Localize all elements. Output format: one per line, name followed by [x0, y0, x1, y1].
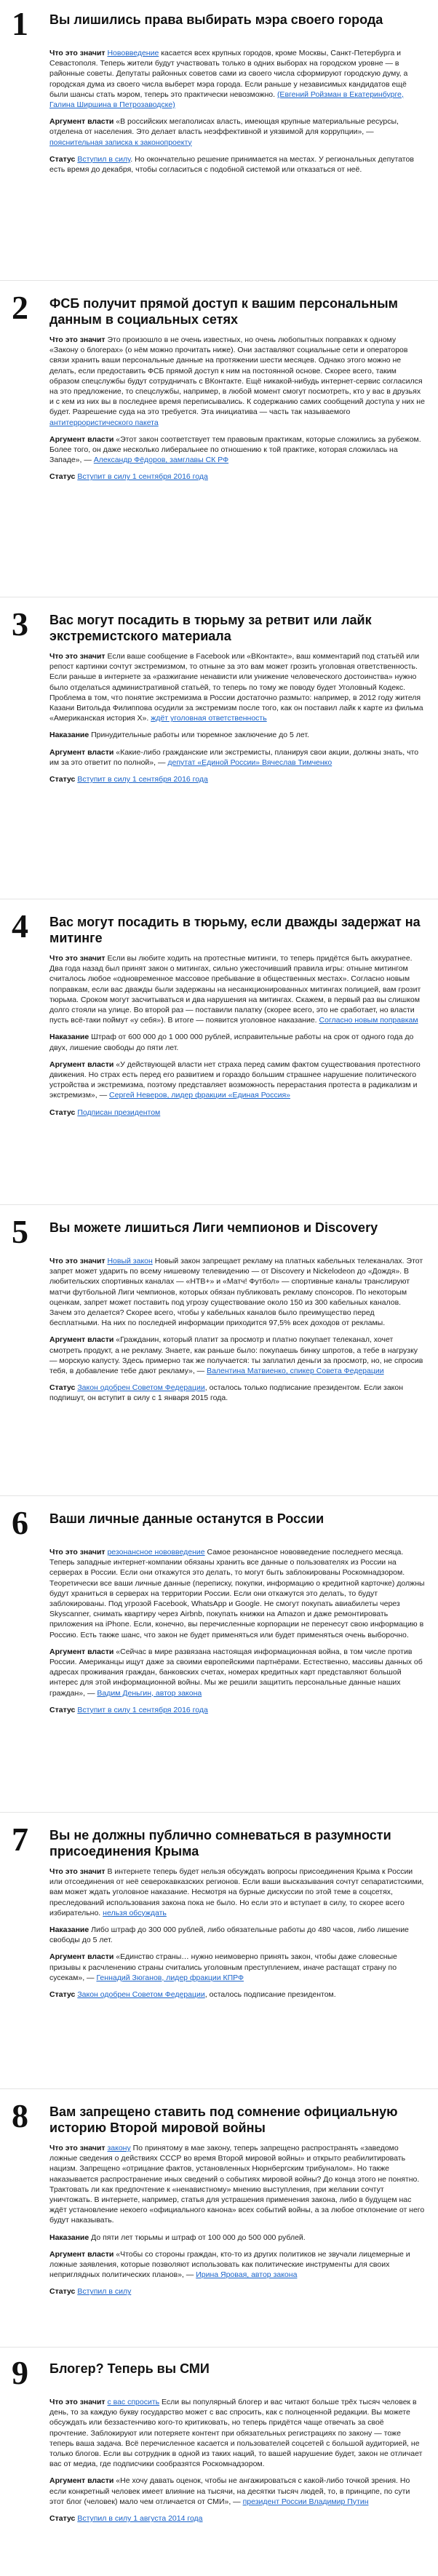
status-label: Статус — [49, 775, 76, 784]
section-number: 6 — [12, 1504, 28, 1541]
argument-text: «Гражданин, который платит за просмотр и платно покупает телеканал, хочет смотреть продукт, а не рекламу. Знаете, как раньше было: покупаешь бинку шпротов, а тебе в нагрузку — морскую капусту. Здесь примерно так же получается: ты заплатил деньги за просмотр, но, не спросив тебя, в добавление тебе дают рекламу», — — [49, 1335, 423, 1376]
status-link[interactable]: Закон одобрен Советом Федерации — [77, 1383, 205, 1393]
status-label: Статус — [49, 2514, 76, 2524]
section-7 — [0, 1823, 438, 2006]
penalty-paragraph — [49, 1925, 425, 1945]
section-9 — [0, 2356, 438, 2530]
section-8 — [0, 2099, 438, 2304]
status-text: , осталось только подписание президентом. Если закон подпишут, он вступит в силу с 1 января 2015 года. — [49, 1383, 404, 1403]
status-link[interactable]: Вступит в силу 1 сентября 2016 года — [77, 472, 208, 482]
argument-text: «У действующей власти нет страха перед самим фактом существования протестного движения. Но страх есть перед его развитием и гораздо большим страшнее нарушение политического устройства и экстремизма, поэтому представляет возможность перерастания протеста в радикализм и экстремизм», — — [49, 1060, 421, 1100]
status-label: Статус — [49, 472, 76, 482]
argument-label: Аргумент власти — [49, 434, 114, 444]
section-4 — [0, 907, 438, 1124]
status-paragraph — [49, 774, 425, 784]
section-title: Вы можете лишиться Лиги чемпионов и Discovery — [49, 1220, 378, 1235]
what-text: Самое резонансное нововведение последнего месяца. Теперь западные интернет-компании обязаны хранить все данные о пользователях из России на серверах в России. Если они откажутся это делать, то могут быть заблокированы Роскомнадзором. Теоретически все ваши личные данные (переписку, покупки, информацию о кредитной карточке) должны будут храниться в серверах на территории России. Если они откажутся это делать, то будут заблокированы. Под угрозой Facebook, WhatsApp и Google. Не смогут покупать авиабилеты через Skyscanner, снимать квартиру через Airbnb, покупать книжки на Amazon и даже ремонтировать приложения на iPhone. Если, конечно, вы перечисленные корпорации не перенесут свою информацию в Россию. Есть также шанс, что закон не будет применяться или будет применяться очень выборочно. — [49, 1548, 425, 1639]
argument-paragraph — [49, 2476, 425, 2507]
divider — [0, 2347, 438, 2348]
argument-label: Аргумент власти — [49, 2476, 114, 2486]
section-title: Вас могут посадить в тюрьму за ретвит или лайк экстремистского материала — [49, 613, 372, 643]
status-paragraph — [49, 2286, 425, 2297]
argument-text: «Чтобы со стороны граждан, кто-то из других политиков не звучали лицемерные и ложные заявления, которые позволяют использовать как политические инструменты для своих неприглядных политических планов», — — [49, 2249, 410, 2280]
what-link[interactable]: ждёт уголовная ответственность — [151, 714, 267, 723]
status-paragraph — [49, 472, 425, 482]
what-paragraph — [49, 2143, 425, 2226]
argument-label: Аргумент власти — [49, 1647, 114, 1656]
what-label: Что это значит — [49, 49, 105, 57]
section-title: Вы лишились права выбирать мэра своего города — [49, 12, 383, 27]
what-paragraph — [49, 953, 425, 1025]
what-label: Что это значит — [49, 2144, 105, 2152]
section-number: 8 — [12, 2097, 28, 2134]
argument-paragraph — [49, 1952, 425, 1983]
status-link[interactable]: Подписан президентом — [77, 1108, 161, 1117]
what-label: Что это значит — [49, 2398, 105, 2406]
divider — [0, 2088, 438, 2089]
section-title: Вас могут посадить в тюрьму, если дважды задержат на митинге — [49, 915, 421, 945]
status-link[interactable]: Вступит в силу 1 сентября 2016 года — [77, 775, 208, 784]
section-number: 5 — [12, 1213, 28, 1250]
what-paragraph — [49, 1256, 425, 1328]
penalty-label: Наказание — [49, 2233, 89, 2242]
argument-paragraph — [49, 116, 425, 148]
what-paragraph — [49, 1547, 425, 1640]
section-1 — [0, 7, 438, 181]
divider — [0, 1812, 438, 1813]
what-link[interactable]: закону — [107, 2144, 131, 2152]
what-paragraph — [49, 48, 425, 110]
penalty-text: Принудительные работы или тюремное заключение до 5 лет. — [91, 731, 309, 740]
what-text: касается всех крупных городов, кроме Москвы, Санкт-Петербурга и Севастополя. Теперь жители будут участвовать только в одних выборах на городском уровне — в районные советы. Депутаты районных советов сами из своего числа сформируют городскую думу, а городская дума из своего числа выберет мэра города. Если раньше у независимых кандидатов ещё были шансы стать мэром, теперь это практически невозможно. — [49, 49, 408, 99]
section-6 — [0, 1506, 438, 1722]
what-label: Что это значит — [49, 335, 105, 344]
status-text: , осталось подписание президентом. — [204, 1990, 336, 2000]
argument-paragraph — [49, 2249, 425, 2281]
what-link[interactable]: нельзя обсуждать — [103, 1908, 167, 1917]
argument-source-link[interactable]: Сергей Неверов, лидер фракции «Единая Россия» — [109, 1091, 290, 1100]
argument-label: Аргумент власти — [49, 117, 114, 127]
what-label: Что это значит — [49, 652, 105, 661]
status-label: Статус — [49, 1705, 76, 1714]
status-link[interactable]: Закон одобрен Советом Федерации — [77, 1990, 205, 2000]
status-label: Статус — [49, 2287, 76, 2297]
what-text: В интернете теперь будет нельзя обсуждать вопросы присоединения Крыма к России или отсоединения от неё северокавказских регионов. Если ваши высказывания сочтут сепаратистскими, вам может ждать уголовное наказание. Несмотря на бурные дискуссии по этой теме в соцсетях, преследований использования закона пока не было. Но если это и вступает в силу, то скорее всего избирательно. — [49, 1867, 424, 1917]
argument-source-link[interactable]: президент России Владимир Путин — [242, 2497, 369, 2506]
status-label: Статус — [49, 1383, 76, 1393]
argument-source-link[interactable]: Ирина Яровая, автор закона — [196, 2270, 298, 2280]
what-link[interactable]: Согласно новым поправкам — [319, 1016, 418, 1025]
argument-source-link[interactable]: Валентина Матвиенко, спикер Совета Федерации — [207, 1367, 384, 1376]
argument-label: Аргумент власти — [49, 2249, 114, 2259]
argument-paragraph — [49, 1060, 425, 1101]
what-link[interactable]: антитеррористического пакета — [49, 418, 159, 427]
what-link[interactable]: Новый закон — [107, 1257, 153, 1265]
status-paragraph — [49, 2513, 425, 2524]
section-2 — [0, 291, 438, 489]
what-label: Что это значит — [49, 954, 105, 963]
what-label: Что это значит — [49, 1548, 105, 1557]
argument-source-link[interactable]: пояснительная записка к законопроекту — [49, 138, 192, 147]
section-title: Вы не должны публично сомневаться в разумности присоединения Крыма — [49, 1828, 391, 1859]
argument-paragraph — [49, 747, 425, 768]
penalty-text: Штраф от 600 000 до 1 000 000 рублей, исправительные работы на срок от одного года до двух, лишение свободы до пяти лет. — [49, 1033, 414, 1052]
what-text: Если вы популярный блогер и вас читают больше трёх тысяч человек в день, то за каждую букву государство может с вас спросить, как с полноценной редакции. Вы можете обсуждать или беззастенчиво кого-то критиковать, но теперь придётся чаще отвечать за своё прочтение. Заблокируют или потеряете контент при обязательных регистрациях по закону — тоже теперь ваша задача. Всё перечисленное касается и пользователей соцсетей с большой аудиторией, не только блогов. Если вы сотрудник в одной из таких наций, то вашей нарушение будет, закон не отличает вас от медиа, где подписчики сообразятся Роскомнадзором. — [49, 2398, 423, 2469]
section-title: Вам запрещено ставить под сомнение официальную историю Второй мировой войны — [49, 2104, 398, 2135]
argument-text: «Единство страны… нужно неимоверно принять закон, чтобы даже словесные призывы к расчленению страны считались уголовным преступлением, иначе растащат страну по сусекам», — — [49, 1952, 397, 1982]
penalty-label: Наказание — [49, 1925, 89, 1935]
argument-source-link[interactable]: депутат «Единой России» Вячеслав Тимченко — [167, 758, 333, 767]
argument-label: Аргумент власти — [49, 1335, 114, 1345]
section-number: 9 — [12, 2354, 28, 2391]
argument-text: «Этот закон соответствует тем правовым практикам, которые сложились за рубежом. Более того, он даже несколько либеральнее по отношению к той практике, которая сложилась на Западе», — — [49, 434, 421, 465]
what-link[interactable]: Нововведение — [107, 49, 159, 57]
status-text: . Но окончательно решение принимается на местах. У региональных депутатов есть время до декабря, чтобы согласиться с подобной системой или отказаться от неё. — [49, 154, 414, 175]
argument-paragraph — [49, 434, 425, 466]
what-link-examples[interactable]: (Евгений Ройзман в Екатеринбурге, Галина Ширшина в Петрозаводске) — [49, 90, 404, 110]
argument-text: «Не хочу давать оценок, чтобы не ангажироваться с какой-либо точкой зрения. Но если конкретный человек имеет влияние на тысячи, на десятки тысяч людей, то, в принципе, по сути этот блог (человек) мало чем отличается от СМИ», — — [49, 2476, 410, 2506]
status-link[interactable]: Вступит в силу 1 сентября 2016 года — [77, 1705, 208, 1714]
what-text: По принятому в мае закону, теперь запрещено распространять «заведомо ложные сведения о действиях СССР во время Второй мировой войны» и открыто реабилитировать нацизм. Запрещено «отрицание фактов, установленных Нюрнбергским трибуналом». Но также наказывается распространение иных сведений о событиях мировой войны? До конца этого не понятно. Трактовать ли как предпочтение к «ненавистному» мнению выступления, при желании сочтут уничтожать. В интернете, например, статья для устрашения применения закона, либо в будущем нас ждёт установление некоего «официального канона» всех событий войны, а за любое отклонение от него будут наказывать. — [49, 2144, 425, 2225]
section-title: ФСБ получит прямой доступ к вашим персональным данным в социальных сетях — [49, 296, 398, 327]
section-title: Блогер? Теперь вы СМИ — [49, 2361, 210, 2376]
what-paragraph — [49, 1867, 425, 1918]
argument-source-link[interactable]: Геннадий Зюганов, лидер фракции КПРФ — [96, 1973, 244, 1982]
status-link[interactable]: Вступил в силу 1 августа 2014 года — [77, 2514, 203, 2524]
section-number: 7 — [12, 1821, 28, 1858]
argument-source-link[interactable]: Вадим Деньгин, автор закона — [97, 1688, 202, 1698]
what-paragraph — [49, 335, 425, 428]
divider — [0, 280, 438, 281]
section-3 — [0, 605, 438, 791]
divider — [0, 1495, 438, 1496]
section-number: 1 — [12, 5, 28, 42]
what-label: Что это значит — [49, 1867, 105, 1876]
penalty-label: Наказание — [49, 1033, 89, 1042]
divider — [0, 1204, 438, 1205]
what-text: Если ваше сообщение в Facebook или «ВКонтакте», ваш комментарий под статьёй или репост картинки сочтут экстремизмом, то отныне за это вам может грозить уголовная ответственность. Если раньше в интернете за «разжигание ненависти или унижение человеческого достоинства» нужно было отделаться административной статьёй, то теперь по тому же поводу будет Уголовный Кодекс. Проблема в том, что понятие экстремизма в России достаточно размыто: например, в 2012 году жителя Казани Витольда Филиппова осудили за экстремизм после того, как он поставил лайк к карте из фильма «Американская история X». — [49, 652, 423, 723]
what-text: Если вы любите ходить на протестные митинги, то теперь придётся быть аккуратнее. Два года назад был принят закон о митингах, сильно ужесточивший правила игры: отныне митингом считалось любое «одновременное массовое пребывание в общественных местах». Согласно новым поправкам, если вас дважды были задержаны на несанкционированных митингах полицией, вам грозит тюрьма. Сроком могут засчитываться и два нарушения на митингах. Скажем, в первый раз вы слишком долго стояли на улице. Во второй раз — поставили палатку (скорее всего, это не сработает, но власти пусть всё-таки поймут «у себя»). В итоге — появится уголовное наказание. — [49, 954, 421, 1025]
argument-paragraph — [49, 1335, 425, 1376]
section-number: 4 — [12, 907, 28, 945]
status-paragraph — [49, 1989, 425, 2000]
what-paragraph — [49, 651, 425, 723]
what-text: Это произошло в не очень известных, но очень любопытных поправках к одному «Закону о блогерах» (о нём можно прочитать ниже). Они заставляют социальные сети и операторов связи хранить ваши персональные данные на протяжении шести месяцев. Однако этого можно не делать, если предоставить ФСБ прямой доступ к ним на постоянной основе. Скорее всего, таким образом спецслужбы будут сотрудничать с ВКонтакте. Ещё никакой-нибудь интернет-сервис согласился на это предложение, то спецслужбы, например, в любой момент смогут посмотреть, кто у вас в друзьях и с кем из них вы в последнее время переписывались. К содержанию самих сообщений доступа у них не будет. Разрешение суда на это требуется. Эта инициатива — часть так называемого — [49, 335, 425, 417]
status-link[interactable]: Вступил в силу — [77, 154, 131, 164]
section-title: Ваши личные данные останутся в России — [49, 1511, 324, 1526]
argument-paragraph — [49, 1647, 425, 1698]
section-number: 3 — [12, 605, 28, 643]
status-label: Статус — [49, 1108, 76, 1117]
argument-text: «Какие-либо гражданские или экстремисты, планируя свои акции, должны знать, что им за это ответит по полной», — — [49, 747, 419, 767]
what-link[interactable]: с вас спросить — [107, 2398, 160, 2406]
status-paragraph — [49, 1383, 425, 1403]
what-paragraph — [49, 2397, 425, 2469]
argument-label: Аргумент власти — [49, 1060, 114, 1069]
status-label: Статус — [49, 154, 76, 164]
status-label: Статус — [49, 1990, 76, 2000]
argument-text: «В российских мегаполисах власть, имеющая крупные материальные ресурсы, отделена от населения. Это делает власть неэффективной и уязвимой для коррупции», — — [49, 117, 399, 137]
penalty-text: До пяти лет тюрьмы и штраф от 100 000 до 500 000 рублей. — [91, 2233, 306, 2242]
what-text: Новый закон запрещает рекламу на платных кабельных телеканалах. Этот запрет может ударить по всему нишевому телевидению — от Discovery и Nickelodeon до «Дождя». В любительских спортивных каналах — «НТВ+» и «Матч! Футбол» — спортивные каналы транслируют матчи футбольной Лиги чемпионов, которых обязан публиковать рекламу спонсоров. По некоторым оценкам, запрет может поставить под угрозу существование около 150 из 300 кабельных каналов. Зачем это делается? Скорее всего, чтобы у кабельных каналов было преимущество перед бесплатными. На них по последней информации приходится 97,5% всех доходов от рекламы. — [49, 1257, 423, 1328]
status-link[interactable]: Вступил в силу — [77, 2287, 132, 2297]
what-label: Что это значит — [49, 1257, 105, 1265]
status-paragraph — [49, 1705, 425, 1715]
argument-text: «Сейчас в мире развязана настоящая информационная война, в том числе против России. Американцы ищут даже за своими европейскими партнёрами. Естественно, массивы данных об адресах проживания граждан, банковских счетах, номерах кредитных карт представляют большой интерес для этой информационной войны. Мы же решили защитить персональные данные наших граждан», — — [49, 1647, 423, 1698]
status-paragraph — [49, 154, 425, 175]
penalty-paragraph — [49, 730, 425, 740]
penalty-label: Наказание — [49, 731, 89, 740]
argument-label: Аргумент власти — [49, 747, 114, 757]
status-paragraph — [49, 1108, 425, 1118]
what-link[interactable]: резонансное нововведение — [107, 1548, 205, 1557]
section-5 — [0, 1215, 438, 1410]
penalty-paragraph — [49, 2233, 425, 2243]
argument-source-link[interactable]: Александр Фёдоров, замглавы СК РФ — [93, 456, 229, 465]
penalty-paragraph — [49, 1032, 425, 1052]
penalty-text: Либо штраф до 300 000 рублей, либо обязательные работы до 480 часов, либо лишение свободы до 5 лет. — [49, 1925, 409, 1945]
section-number: 2 — [12, 289, 28, 326]
argument-label: Аргумент власти — [49, 1952, 114, 1962]
